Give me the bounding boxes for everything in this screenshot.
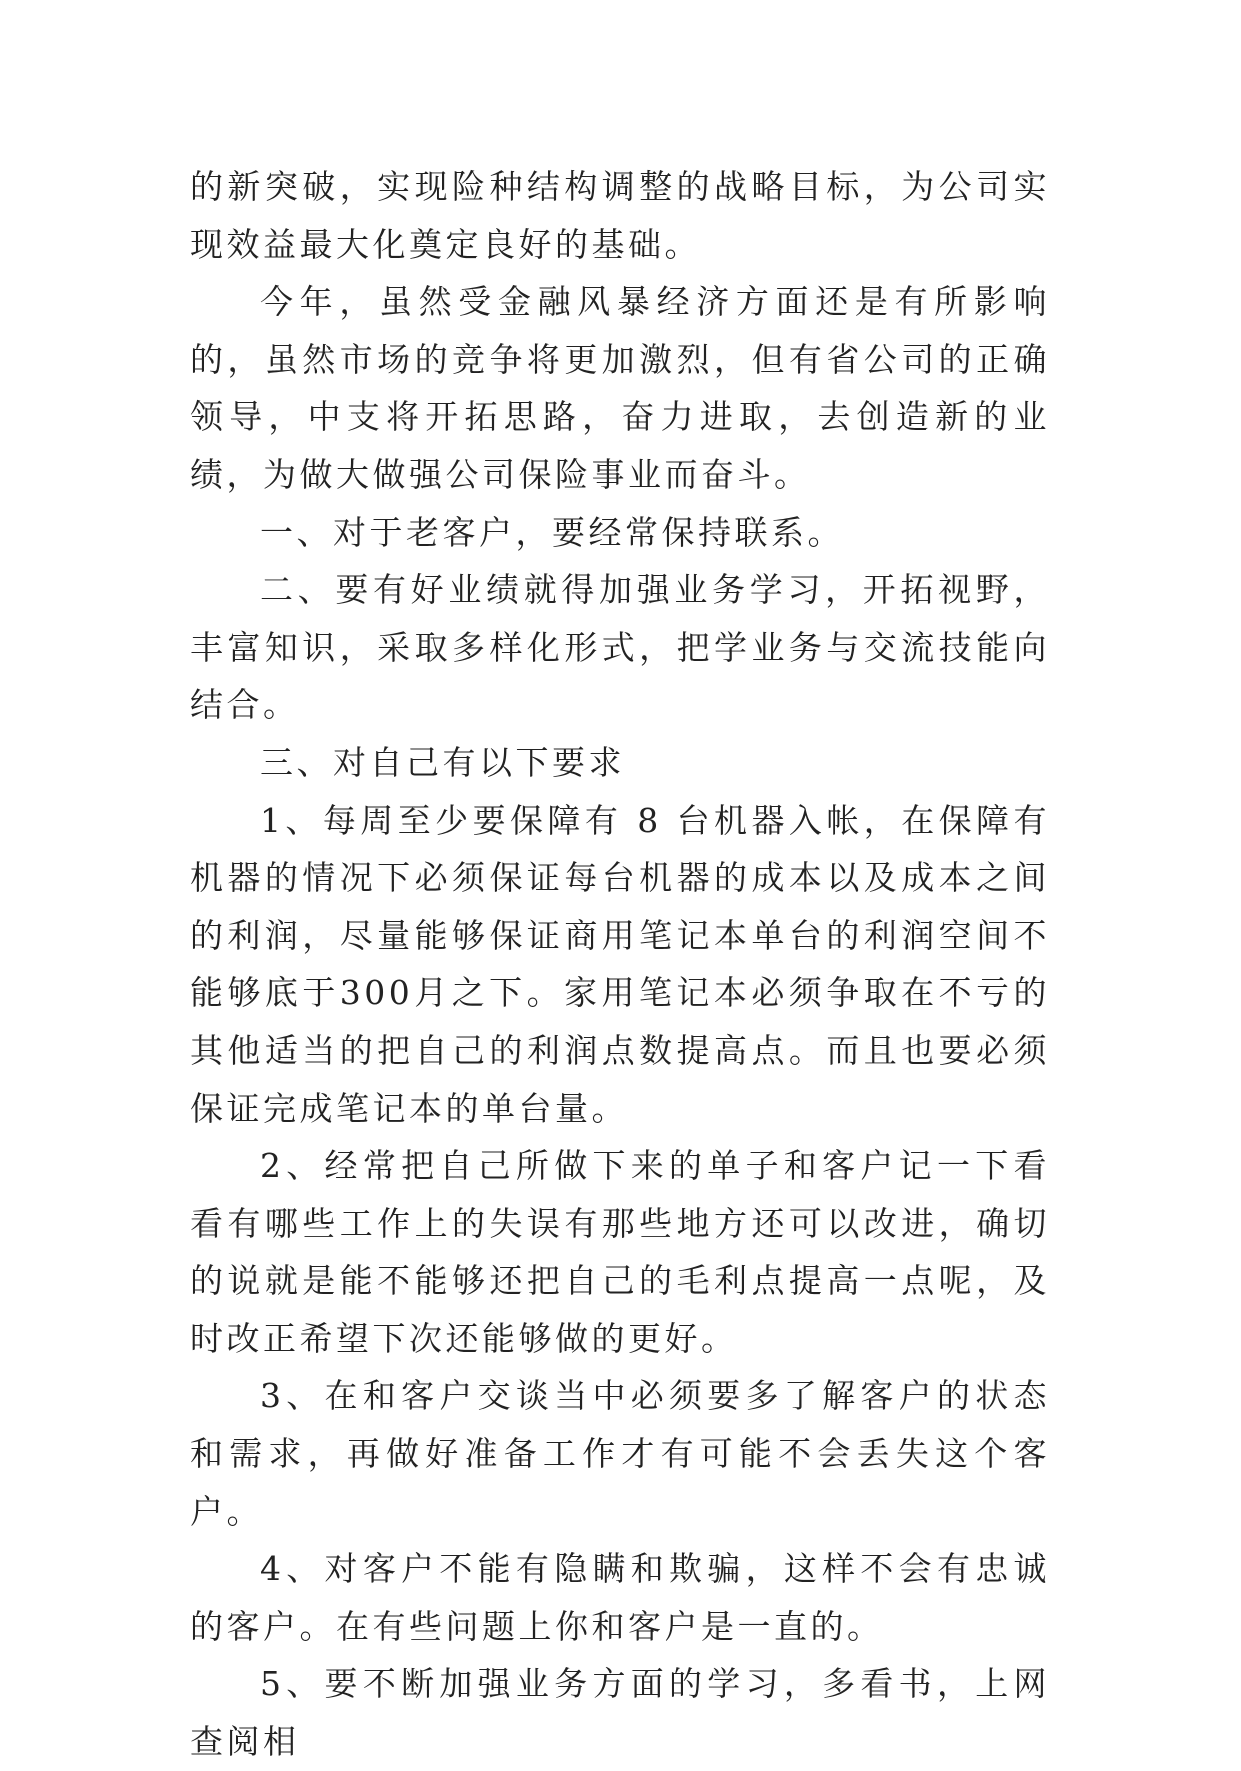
paragraph-point-one: 一、对于老客户，要经常保持联系。: [260, 512, 844, 552]
paragraph-point-three: 三、对自己有以下要求: [260, 742, 625, 782]
paragraph-item-3: 3、在和客户交谈当中必须要多了解客户的状态和需求，再做好准备工作才有可能不会丢失这个客户。: [190, 1376, 1050, 1531]
document-body: [190, 158, 1050, 1771]
paragraph-continuation: 的新突破，实现险种结构调整的战略目标，为公司实现效益最大化奠定良好的基础。: [190, 167, 1050, 264]
paragraph-item-1: 1、每周至少要保障有 8 台机器入帐，在保障有机器的情况下必须保证每台机器的成本以及成本之间的利润，尽量能够保证商用笔记本单台的利润空间不能够底于300月之下。家用笔记本必须争取在不亏的其他适当的把自己的利润点数提高点。而且也要必须保证完成笔记本的单台量。: [190, 800, 1050, 1128]
paragraph-item-2: 2、经常把自己所做下来的单子和客户记一下看看有哪些工作上的失误有那些地方还可以改进，确切的说就是能不能够还把自己的毛利点提高一点呢，及时改正希望下次还能够做的更好。: [190, 1146, 1050, 1358]
paragraph-item-4: 4、对客户不能有隐瞒和欺骗，这样不会有忠诚的客户。在有些问题上你和客户是一直的。: [190, 1549, 1050, 1646]
paragraph-item-5: 5、要不断加强业务方面的学习，多看书，上网查阅相: [190, 1664, 1050, 1762]
paragraph-point-two: 二、要有好业绩就得加强业务学习，开拓视野，丰富知识，采取多样化形式，把学业务与交流技能向结合。: [190, 570, 1050, 725]
paragraph-this-year: 今年，虽然受金融风暴经济方面还是有所影响的，虽然市场的竞争将更加激烈，但有省公司的正确领导，中支将开拓思路，奋力进取，去创造新的业绩，为做大做强公司保险事业而奋斗。: [190, 282, 1050, 494]
